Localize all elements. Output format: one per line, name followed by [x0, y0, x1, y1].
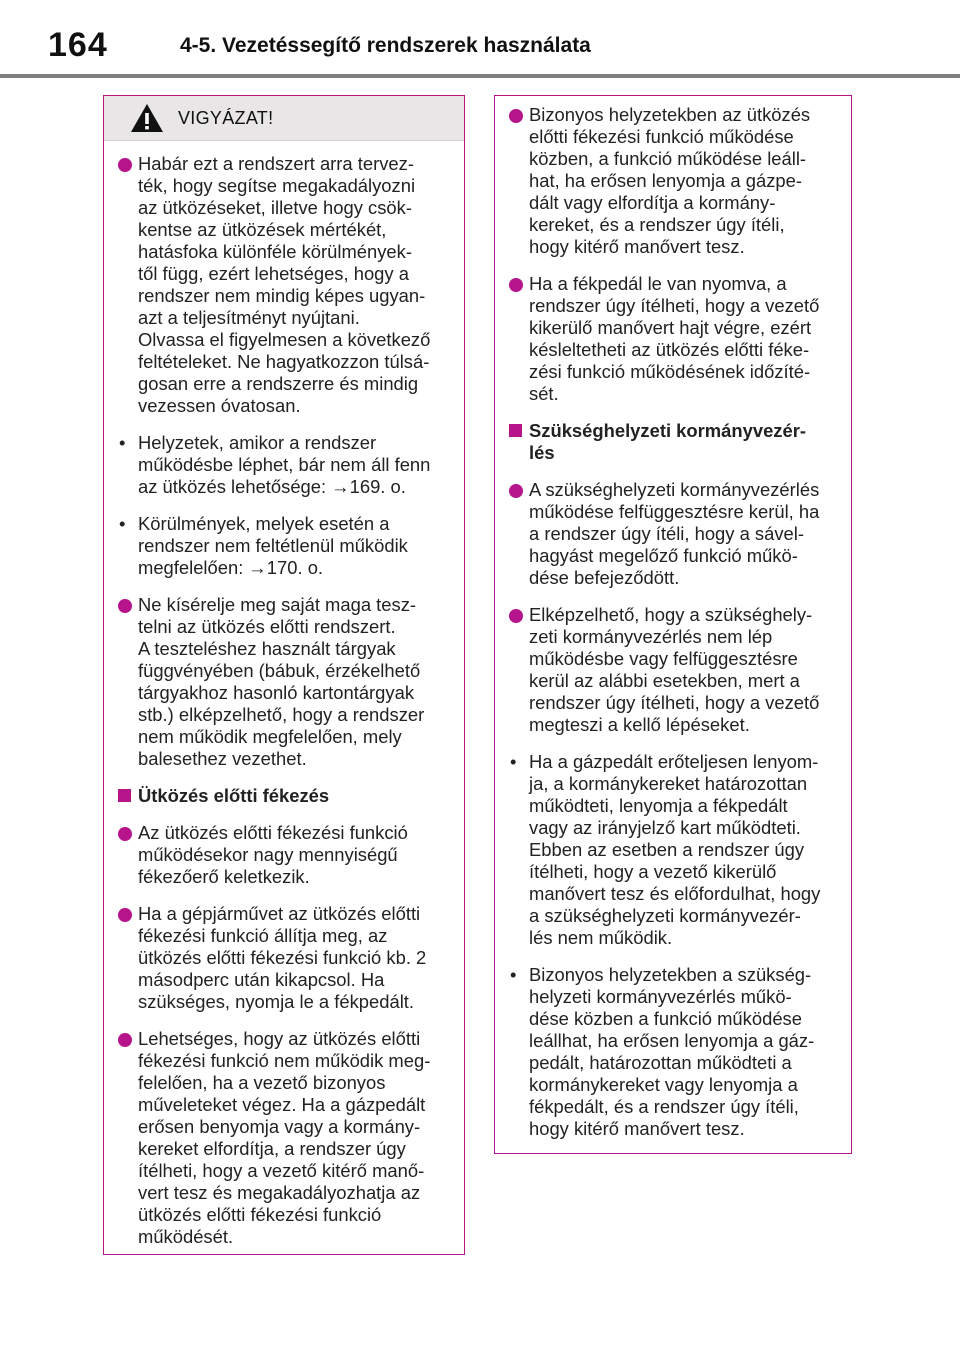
list-item — [509, 479, 835, 589]
dot-bullet: • — [510, 751, 517, 772]
circle-bullet-icon — [509, 278, 523, 292]
heading-text: Ütközés előtti fékezés — [138, 785, 330, 806]
paragraph: Bizonyos helyzetekben az ütközés előtti fékezési funkció működése közben, a funkció működése leáll- hat, ha erősen lenyomja a gázpe- dált vagy elfordítja a kormány- kereket, és a rendszer úgy ítéli, hogy kitérő manővert tesz. — [529, 104, 811, 257]
list-item — [118, 822, 448, 888]
paragraph: Ha a gázpedált erőteljesen lenyom- ja, a kormánykereket határozottan működteti, lenyomja a fékpedált vagy az irányjelző kart működteti. Ebben az esetben a rendszer úgy ítélheti, hogy a vezető kikerülő manővert tesz és előfordulhat, hogy a szükséghelyzeti kormányvezér- lés nem működik. — [529, 751, 821, 948]
section-title: 4-5. Vezetéssegítő rendszerek használata — [180, 34, 591, 57]
list-item — [118, 1028, 448, 1248]
warning-header — [104, 96, 464, 141]
paragraph: Ha a fékpedál le van nyomva, a rendszer úgy ítélheti, hogy a vezető kikerülő manővert hajt végre, ezért késleltetheti az ütközés előtti féke- zési funkció működésének időzíté- sét. — [529, 273, 820, 404]
paragraph: Helyzetek, amikor a rendszer működésbe léphet, bár nem áll fenn az ütközés lehetősége: →169. o. — [138, 432, 431, 497]
sub-list-item — [509, 751, 835, 949]
list-item — [118, 594, 448, 770]
warning-title: VIGYÁZAT! — [178, 107, 274, 128]
dot-bullet: • — [119, 432, 126, 453]
square-bullet-icon — [118, 789, 131, 802]
circle-bullet-icon — [509, 609, 523, 623]
dot-bullet: • — [510, 964, 517, 985]
sub-list-item — [118, 432, 448, 498]
paragraph: Habár ezt a rendszert arra tervez- ték, hogy segítse megakadályozni az ütközéseket, illetve hogy csök- kentse az ütközések mértékét, hatásfoka különféle körülmények- től függ, ezért lehetséges, hogy a rendszer nem mindig képes ugyan- azt a teljesítményt nyújtani. Olvassa el figyelmesen a következő feltételeket. Ne hagyatkozzon túlsá- gosan erre a rendszerre és mindig vezessen óvatosan. — [138, 153, 431, 416]
paragraph: Lehetséges, hogy az ütközés előtti fékezési funkció nem működik meg- felelően, ha a vezető bizonyos műveleteket végez. Ha a gázpedált erősen benyomja vagy a kormány- kereket elfordítja, a rendszer úgy ítélheti, hogy a vezető kitérő manő- vert tesz és megakadályozhatja az ütközés előtti fékezési funkció működését. — [138, 1028, 431, 1247]
header-divider — [0, 74, 960, 78]
paragraph: Elképzelhető, hogy a szükséghely- zeti kormányvezérlés nem lép működésbe vagy felfüggesztésre kerül az alábbi esetekben, mert a rendszer úgy ítélheti, hogy a vezető megteszi a kellő lépéseket. — [529, 604, 820, 735]
list-item — [509, 104, 835, 258]
warning-box-left — [103, 95, 465, 1255]
heading-text: Szükséghelyzeti kormányvezér- lés — [529, 420, 806, 463]
sub-list-item — [509, 964, 835, 1140]
subsection-heading — [118, 785, 448, 807]
paragraph: Körülmények, melyek esetén a rendszer nem feltétlenül működik megfelelően: →170. o. — [138, 513, 408, 578]
paragraph: Bizonyos helyzetekben a szükség- helyzeti kormányvezérlés műkö- dése közben a funkció működése leállhat, ha erősen lenyomja a gáz- pedált, határozottan működteti a kormánykereket vagy lenyomja a fékpedált, és a rendszer úgy ítéli, hogy kitérő manővert tesz. — [529, 964, 815, 1139]
circle-bullet-icon — [118, 827, 132, 841]
list-item — [509, 604, 835, 736]
list-item — [118, 153, 448, 417]
warning-box-right — [494, 95, 852, 1154]
page-number: 164 — [48, 26, 108, 64]
warning-triangle-icon — [130, 103, 164, 133]
circle-bullet-icon — [118, 599, 132, 613]
paragraph: Az ütközés előtti fékezési funkció működésekor nagy mennyiségű fékezőerő keletkezik. — [138, 822, 408, 887]
circle-bullet-icon — [118, 908, 132, 922]
subsection-heading — [509, 420, 835, 464]
circle-bullet-icon — [509, 484, 523, 498]
paragraph: A szükséghelyzeti kormányvezérlés működése felfüggesztésre kerül, ha a rendszer úgy ítéli, hogy a sável- hagyást megelőző funkció műkö- dése befejeződött. — [529, 479, 820, 588]
paragraph: Ha a gépjárművet az ütközés előtti fékezési funkció állítja meg, az ütközés előtti fékezési funkció kb. 2 másodperc után kikapcsol. Ha szükséges, nyomja le a fékpedált. — [138, 903, 427, 1012]
list-item — [509, 273, 835, 405]
list-item — [118, 903, 448, 1013]
dot-bullet: • — [119, 513, 126, 534]
square-bullet-icon — [509, 424, 522, 437]
circle-bullet-icon — [118, 158, 132, 172]
sub-list-item — [118, 513, 448, 579]
circle-bullet-icon — [509, 109, 523, 123]
circle-bullet-icon — [118, 1033, 132, 1047]
paragraph: Ne kísérelje meg saját maga tesz- telni az ütközés előtti rendszert. A teszteléshez használt tárgyak függvényében (bábuk, érzékelhető tárgyakhoz hasonló kartontárgyak stb.) elképzelhető, hogy a rendszer nem működik megfelelően, mely balesethez vezethet. — [138, 594, 425, 769]
page-header — [0, 0, 960, 80]
